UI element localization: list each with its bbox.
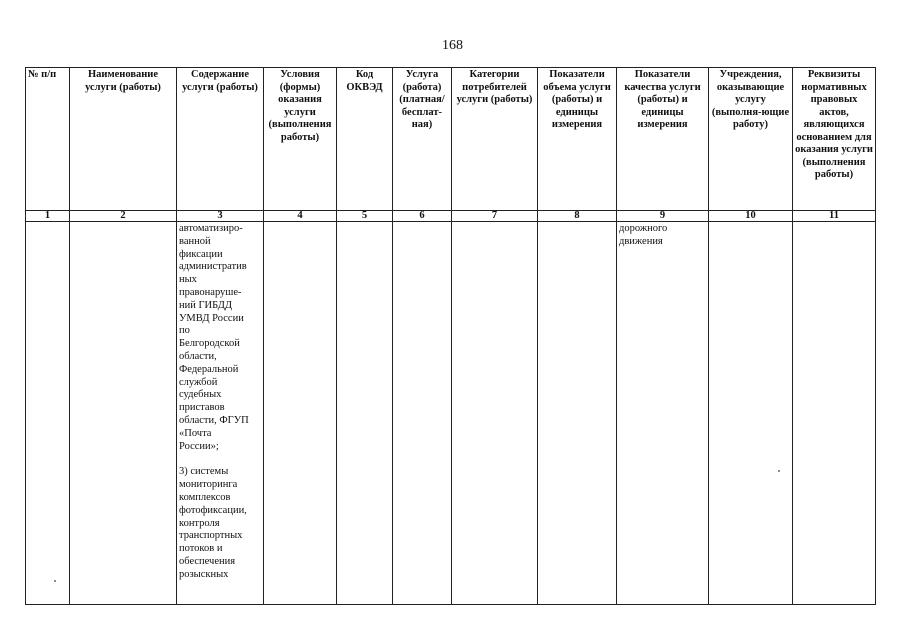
services-table <box>25 67 876 605</box>
quality-indicators-text: дорожного движения <box>619 223 668 247</box>
cell-consumers <box>452 222 538 605</box>
header-cell: № п/п <box>26 68 70 211</box>
header-cell: Показатели качества услуги (работы) и единицы измерения <box>617 68 709 211</box>
service-content-text: 3) системы мониторинга комплексов фотофиксации, контроля транспортных потоков и обеспечения розыскных <box>179 466 247 580</box>
header-cell: Код ОКВЭД <box>337 68 393 211</box>
cell-conditions <box>264 222 337 605</box>
header-row <box>26 68 876 211</box>
scan-speck <box>778 470 780 472</box>
column-number: 6 <box>393 211 452 222</box>
column-number: 4 <box>264 211 337 222</box>
header-cell: Условия (формы) оказания услуги (выполнения работы) <box>264 68 337 211</box>
column-number: 5 <box>337 211 393 222</box>
column-number: 11 <box>793 211 876 222</box>
header-cell: Услуга (работа) (платная/ бесплат-ная) <box>393 68 452 211</box>
page-number: 168 <box>442 38 463 53</box>
column-number: 1 <box>26 211 70 222</box>
column-number: 9 <box>617 211 709 222</box>
cell-institutions <box>709 222 793 605</box>
cell-volume-indicators <box>538 222 617 605</box>
header-cell: Категории потребителей услуги (работы) <box>452 68 538 211</box>
cell-legal-acts <box>793 222 876 605</box>
column-number: 7 <box>452 211 538 222</box>
cell-service-content <box>177 222 264 605</box>
header-cell: Наименование услуги (работы) <box>70 68 177 211</box>
cell-service-name <box>70 222 177 605</box>
header-cell: Реквизиты нормативных правовых актов, являющихся основанием для оказания услуги (выполнения работы) <box>793 68 876 211</box>
cell-okved <box>337 222 393 605</box>
service-content-text: автоматизиро- ванной фиксации административ ных правонаруше- ний ГИБДД УМВД России по Белгородской области, Федеральной службой судебных приставов области, ФГУП «Почта России»; <box>179 223 249 452</box>
column-number: 3 <box>177 211 264 222</box>
header-cell: Содержание услуги (работы) <box>177 68 264 211</box>
scan-speck <box>54 580 56 582</box>
cell-number <box>26 222 70 605</box>
table-row <box>26 222 876 605</box>
cell-quality-indicators <box>617 222 709 605</box>
column-number: 2 <box>70 211 177 222</box>
column-number: 10 <box>709 211 793 222</box>
header-cell: Показатели объема услуги (работы) и единицы измерения <box>538 68 617 211</box>
cell-paid-free <box>393 222 452 605</box>
column-number-row <box>26 211 876 222</box>
header-cell: Учреждения, оказывающие услугу (выполня-ющие работу) <box>709 68 793 211</box>
column-number: 8 <box>538 211 617 222</box>
